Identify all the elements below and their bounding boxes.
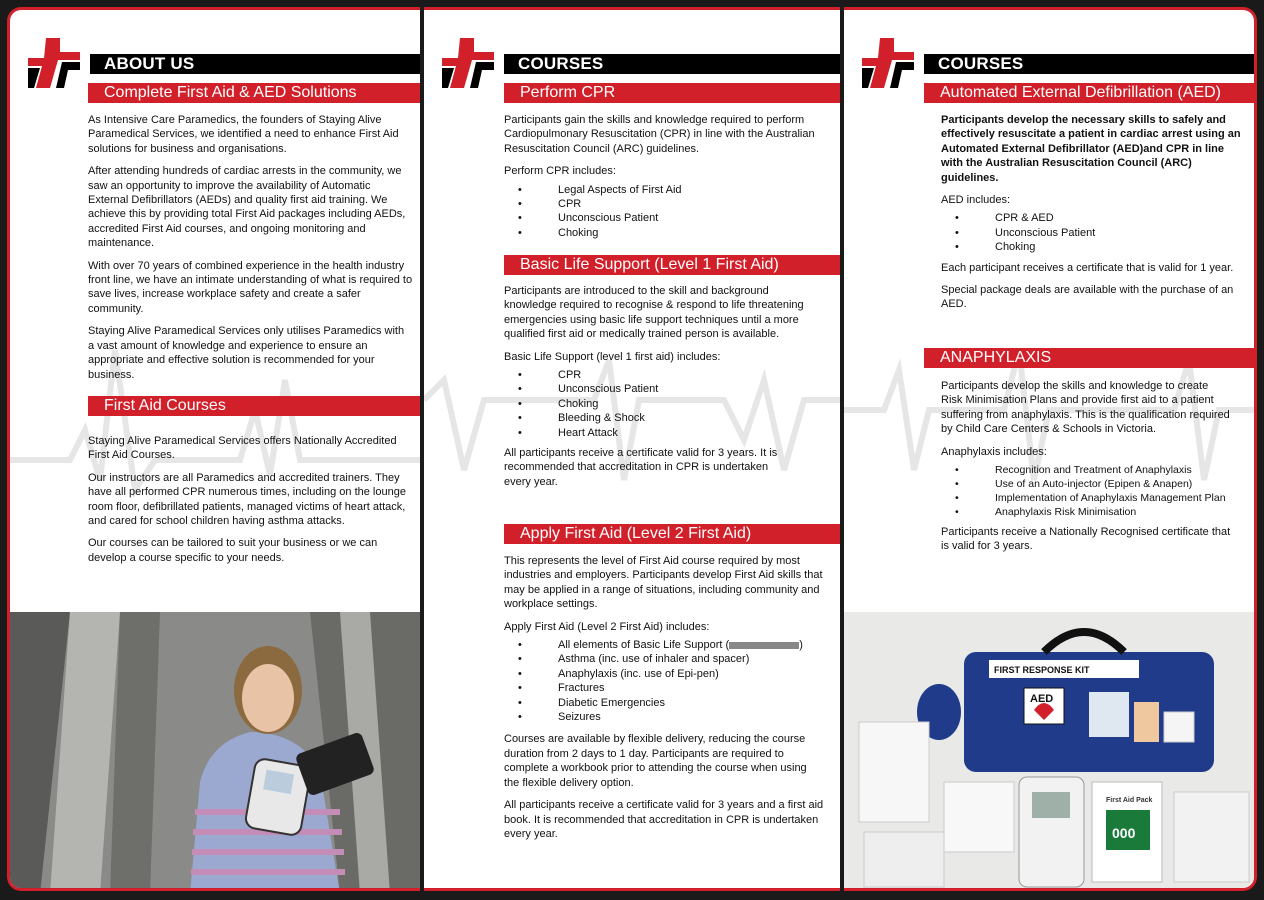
list-item: • Choking <box>504 226 824 240</box>
kit-box-number: 000 <box>1112 825 1136 841</box>
bls-note: All participants receive a certificate valid for 3 years. It is recommended that accreditation in CPR is undertaken every year. <box>504 447 778 488</box>
kit-label: FIRST RESPONSE KIT <box>994 665 1090 675</box>
ana-intro: Participants develop the skills and knowledge to create Risk Minimisation Plans and provide first aid to a patient suffering from anaphylaxis. This is the qualification required by Child Care Centers & Schools in Victoria. <box>941 380 1230 436</box>
list-item: • Use of an Auto-injector (Epipen & Anapen) <box>941 477 1231 491</box>
list-item: • CPR <box>504 368 824 382</box>
section-title-anaphylaxis: ANAPHYLAXIS <box>924 348 1254 368</box>
cpr-list <box>504 183 824 241</box>
aed-content <box>941 113 1241 320</box>
cpr-intro: Participants gain the skills and knowledge required to perform Cardiopulmonary Resuscitation (CPR) in line with the Australian Resuscitation Council (ARC) guidelines. <box>504 114 815 155</box>
section-header-courses: COURSES <box>924 54 1254 74</box>
ana-includes-label: Anaphylaxis includes: <box>941 445 1047 458</box>
photo-woman-with-aed <box>10 612 420 891</box>
aed-cert: Each participant receives a certificate that is valid for 1 year. <box>941 261 1234 274</box>
kit-box-label: First Aid Pack <box>1106 797 1153 804</box>
about-paragraphs <box>88 113 413 390</box>
list-item: • Implementation of Anaphylaxis Management Plan <box>941 491 1231 505</box>
about-paragraph: Staying Alive Paramedical Services only utilises Paramedics with a vast amount of knowledge and experience to ensure an appropriate and effective solution is recommended for your business. <box>88 325 405 381</box>
bls-content <box>504 284 824 497</box>
list-item: • Unconscious Patient <box>504 211 824 225</box>
list-item: • Choking <box>504 397 824 411</box>
list-item: • Seizures <box>504 710 824 724</box>
company-logo-icon <box>442 38 494 88</box>
ana-cert: Participants receive a Nationally Recognised certificate that is valid for 3 years. <box>941 526 1231 553</box>
ana-content <box>941 379 1231 562</box>
section-title-perform-cpr: Perform CPR <box>504 83 840 103</box>
list-item: • Choking <box>941 240 1241 254</box>
list-item: • Bleeding & Shock <box>504 411 824 425</box>
company-logo-icon <box>862 38 914 88</box>
courses-header <box>442 38 840 82</box>
bls-includes-label: Basic Life Support (level 1 first aid) includes: <box>504 350 721 363</box>
list-item: • Diabetic Emergencies <box>504 696 824 710</box>
list-item <box>504 638 824 652</box>
about-paragraph: With over 70 years of combined experience in the health industry front line, we have an intimate understanding of what is required to save lives, increase workplace safety and create a safer community. <box>88 259 413 315</box>
courses-paragraphs <box>88 434 408 573</box>
panel-about-us <box>7 7 420 891</box>
list-item: • Unconscious Patient <box>504 382 824 396</box>
section-header-about-us: ABOUT US <box>90 54 420 74</box>
photo-first-response-kit <box>844 612 1257 891</box>
aed-includes-label: AED includes: <box>941 194 1011 207</box>
section-title-complete-first-aid: Complete First Aid & AED Solutions <box>88 83 420 103</box>
afa-list <box>504 638 824 724</box>
afa-delivery: Courses are available by flexible delivery, reducing the course duration from 2 days to 1 day. Participants are required to complete a workbook prior to attending the course when using the flexible delivery option. <box>504 733 807 789</box>
bls-intro: Participants are introduced to the skill and background knowledge required to recognise & respond to life threatening emergencies using basic life support techniques until a more qualified first aid or medically trained person is available. <box>504 285 804 341</box>
list-item: • CPR <box>504 197 824 211</box>
section-title-basic-life-support: Basic Life Support (Level 1 First Aid) <box>504 255 840 275</box>
afa-item1-text: All elements of Basic Life Support ( <box>558 639 730 652</box>
list-item: • Anaphylaxis Risk Minimisation <box>941 505 1231 519</box>
afa-content <box>504 554 824 849</box>
list-item: • Fractures <box>504 681 824 695</box>
section-title-aed: Automated External Defibrillation (AED) <box>924 83 1254 103</box>
company-logo-icon <box>28 38 80 88</box>
section-title-apply-first-aid: Apply First Aid (Level 2 First Aid) <box>504 524 840 544</box>
list-item: • Recognition and Treatment of Anaphylaxis <box>941 463 1231 477</box>
list-item: • Heart Attack <box>504 426 824 440</box>
afa-note: All participants receive a certificate valid for 3 years and a first aid book. It is recommended that accreditation in CPR is undertaken every year. <box>504 799 824 840</box>
courses-paragraph: Staying Alive Paramedical Services offers Nationally Accredited First Aid Courses. <box>88 435 397 462</box>
afa-item1-suffix: ) <box>799 639 803 652</box>
cpr-content <box>504 113 824 248</box>
about-paragraph: After attending hundreds of cardiac arrests in the community, we saw an opportunity to improve the availability of Automatic External Defibrillators (AEDs) and quality first aid training. We achieve this by providing total First Aid packages including AEDs, accredited First Aid courses, and ongoing monitoring and maintenance. <box>88 165 406 250</box>
list-item: • Asthma (inc. use of inhaler and spacer) <box>504 652 824 666</box>
about-header <box>28 38 420 82</box>
aed-intro: Participants develop the necessary skills to safely and effectively resuscitate a patient in cardiac arrest using an Automated External Defibrillator (AED)and CPR in line with the Australian Resuscitation Council (ARC) guidelines. <box>941 114 1241 184</box>
ana-list <box>941 463 1231 519</box>
list-item: • CPR & AED <box>941 211 1241 225</box>
panel-courses-1 <box>424 7 840 891</box>
list-item: • Legal Aspects of First Aid <box>504 183 824 197</box>
courses-paragraph: Our instructors are all Paramedics and accredited trainers. They have all performed CPR numerous times, including on the lounge room floor, defibrillated patients, managed victims of heart attack, and cared for school children having asthma attacks. <box>88 471 406 528</box>
courses-header <box>862 38 1254 82</box>
afa-includes-label: Apply First Aid (Level 2 First Aid) includes: <box>504 620 710 633</box>
aed-list <box>941 211 1241 254</box>
courses-paragraph: Our courses can be tailored to suit your business or we can develop a course specific to your needs. <box>88 537 378 564</box>
redacted-block <box>729 642 799 649</box>
aed-badge-label: AED <box>1030 693 1054 705</box>
section-header-courses: COURSES <box>504 54 840 74</box>
aed-deal: Special package deals are available with the purchase of an AED. <box>941 284 1234 311</box>
about-paragraph: As Intensive Care Paramedics, the founders of Staying Alive Paramedical Services, we identified a need to enhance First Aid solutions for business and organisations. <box>88 114 399 155</box>
section-title-first-aid-courses: First Aid Courses <box>88 396 420 416</box>
list-item: • Anaphylaxis (inc. use of Epi-pen) <box>504 667 824 681</box>
list-item: • Unconscious Patient <box>941 226 1241 240</box>
bls-list <box>504 368 824 440</box>
afa-intro: This represents the level of First Aid course required by most industries and employers. Participants develop First Aid skills that may be applied in a range of situations, including community and workplace settings. <box>504 555 823 611</box>
panel-courses-2 <box>844 7 1257 891</box>
cpr-includes-label: Perform CPR includes: <box>504 165 616 178</box>
